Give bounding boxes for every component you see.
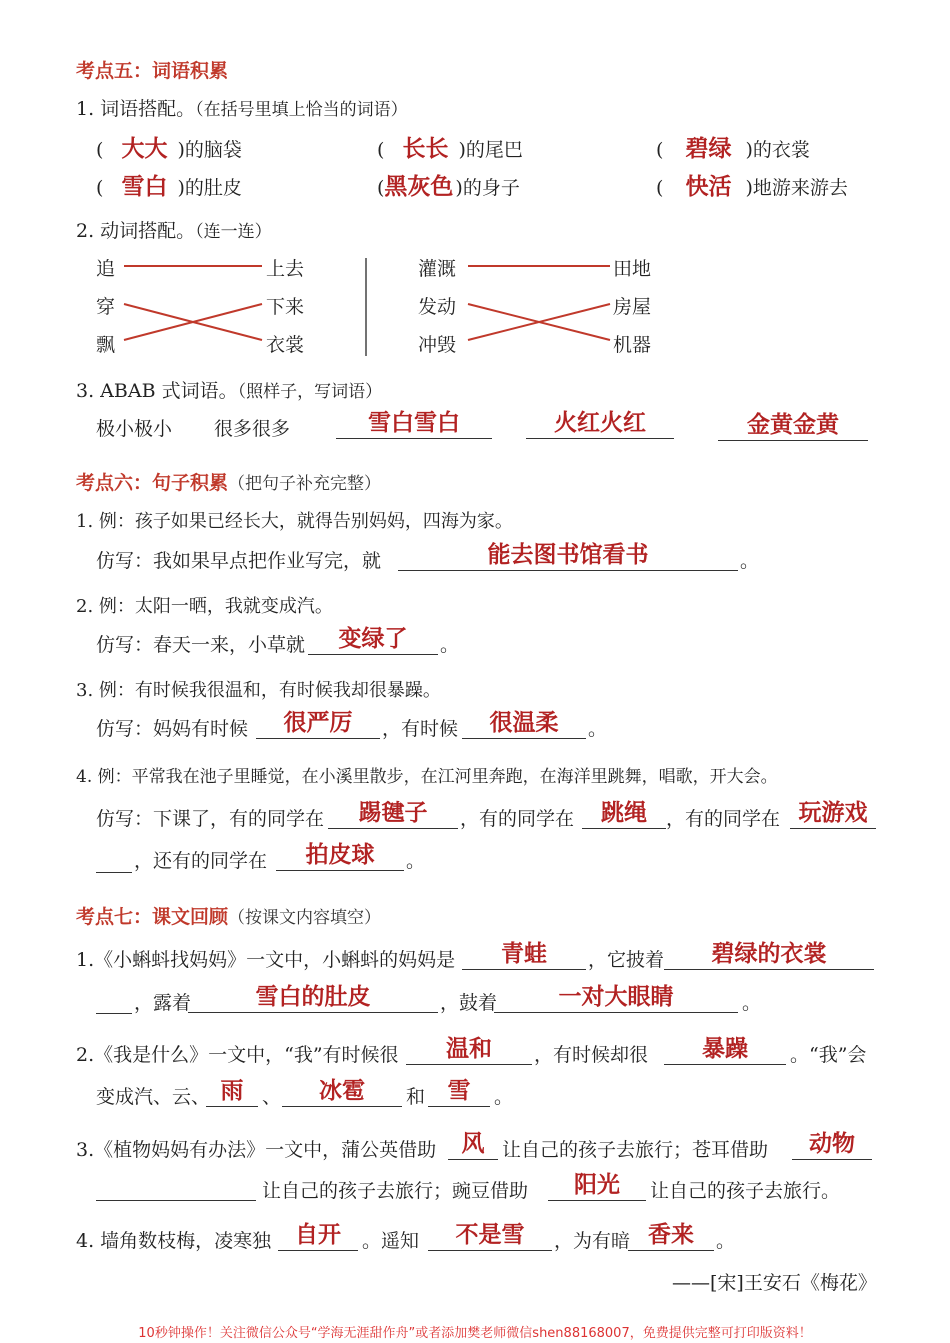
match-text: 的脑袋 (184, 139, 242, 161)
example-sentence: 1. 例：孩子如果已经长大，就得告别妈妈，四海为家。 (76, 511, 513, 532)
fill-text: 让自己的孩子去旅行；苍耳借助 (502, 1139, 769, 1161)
answer: 风 (461, 1131, 485, 1157)
punctuation: 。 (588, 718, 608, 740)
match-item: (黑灰色 )的身子 (377, 174, 520, 200)
fill-text: ，为有暗 (554, 1230, 631, 1252)
object-right: 房屋 (613, 296, 652, 318)
answer: 自开 (295, 1222, 341, 1248)
answer-blank (96, 1170, 256, 1201)
answer: 大大 (121, 136, 168, 162)
answer-blank (278, 1220, 358, 1251)
match-text: 的尾巴 (465, 139, 523, 161)
answer-blank (328, 798, 458, 829)
match-text: 的身子 (462, 177, 520, 199)
answer: 雪白的肚皮 (255, 984, 371, 1010)
q3-label: 3. ABAB 式词语。 (76, 380, 238, 402)
match-text: 地游来游去 (752, 177, 848, 199)
punctuation: 。 (742, 992, 762, 1014)
sentence-text: ，有的同学在 (666, 808, 781, 830)
answer: 碧绿 (685, 136, 732, 162)
verb-left: 冲毁 (418, 334, 457, 356)
fill-text: ，它披着 (588, 949, 665, 971)
abab-example: 很多很多 (214, 418, 291, 440)
answer: 雪白 (121, 174, 168, 200)
fill-text: 。“我”会 (790, 1044, 867, 1066)
fill-text: 4. 墙角数枝梅，凌寒独 (76, 1230, 272, 1252)
fill-text: 让自己的孩子去旅行；豌豆借助 (262, 1180, 529, 1202)
object-right: 下来 (266, 296, 305, 318)
answer-blank (336, 408, 492, 439)
match-item: ( 大大 )的脑袋 (96, 136, 242, 162)
match-text: 的肚皮 (184, 177, 242, 199)
answer: 玩游戏 (798, 800, 868, 826)
object-right: 田地 (613, 258, 652, 280)
q3-heading (76, 376, 382, 403)
fill-text: ，有时候却很 (534, 1044, 649, 1066)
answer: 变绿了 (338, 626, 408, 652)
answer-blank (548, 1170, 646, 1201)
answer-blank (406, 1034, 532, 1065)
match-item: ( 快活 )地游来游去 (656, 174, 848, 200)
answer-blank (188, 982, 438, 1013)
punctuation: 、 (262, 1086, 282, 1108)
section6-note: （把句子补充完整） (228, 474, 382, 494)
q2-note: （连一连） (195, 222, 272, 242)
sentence-text: ，有的同学在 (460, 808, 575, 830)
answer-blank (96, 842, 132, 873)
sentence-text: ，还有的同学在 (134, 850, 268, 872)
object-right: 机器 (613, 334, 652, 356)
answer-blank (526, 408, 674, 439)
imitation-prompt: 仿写：我如果早点把作业写完，就 (96, 550, 382, 572)
answer: 能去图书馆看书 (487, 542, 649, 568)
answer: 青蛙 (501, 941, 547, 967)
verb-left: 穿 (96, 296, 116, 318)
object-right: 上去 (266, 258, 305, 280)
answer-blank (308, 624, 438, 655)
answer-blank (448, 1129, 498, 1160)
fill-text: ，露着 (134, 992, 192, 1014)
abab-example: 极小极小 (96, 418, 173, 440)
answer-blank (398, 540, 738, 571)
answer: 动物 (809, 1131, 855, 1157)
fill-text: 变成汽、云、 (96, 1086, 211, 1108)
q1-note: （在括号里填上恰当的词语） (195, 100, 408, 120)
poem-source: ——[宋]王安石《梅花》 (672, 1272, 877, 1294)
verb-left: 发动 (418, 296, 457, 318)
section7-title (76, 902, 381, 929)
answer: 阳光 (574, 1172, 620, 1198)
answer: 黑灰色 (384, 174, 454, 200)
answer: 不是雪 (455, 1222, 525, 1248)
fill-text: 1.《小蝌蚪找妈妈》一文中，小蝌蚪的妈妈是 (76, 949, 456, 971)
example-sentence: 3. 例：有时候我很温和，有时候我却很暴躁。 (76, 680, 441, 701)
answer: 火红火红 (554, 410, 646, 436)
answer: 暴躁 (702, 1036, 748, 1062)
section7-note: （按课文内容填空） (228, 908, 382, 928)
verb-left: 追 (96, 258, 116, 280)
answer-blank (792, 1129, 872, 1160)
verb-left: 飘 (96, 334, 116, 356)
answer: 香来 (648, 1222, 694, 1248)
section5-title: 考点五：词语积累 (76, 60, 229, 82)
punctuation: 。 (740, 550, 760, 572)
answer-blank (628, 1220, 714, 1251)
answer: 踢毽子 (358, 800, 428, 826)
q2-label: 2. 动词搭配。 (76, 220, 196, 242)
punctuation: 。 (440, 634, 460, 656)
answer-blank (664, 939, 874, 970)
punctuation: 。 (716, 1230, 736, 1252)
object-right: 衣裳 (266, 334, 305, 356)
answer-blank (282, 1076, 402, 1107)
answer: 雨 (220, 1078, 244, 1104)
answer: 跳绳 (601, 800, 647, 826)
verb-left: 灌溉 (418, 258, 457, 280)
fill-text: 让自己的孩子去旅行。 (650, 1180, 841, 1202)
answer: 雪白雪白 (368, 410, 460, 436)
match-item: ( 雪白 )的肚皮 (96, 174, 242, 200)
answer-blank (96, 983, 132, 1014)
fill-text: 。遥知 (362, 1230, 420, 1252)
q3-note: （照样子，写词语） (237, 382, 383, 402)
punctuation: 。 (494, 1086, 514, 1108)
match-item: ( 碧绿 )的衣裳 (656, 136, 810, 162)
answer: 雪 (447, 1078, 471, 1104)
example-sentence: 4. 例：平常我在池子里睡觉，在小溪里散步，在江河里奔跑，在海洋里跳舞，唱歌，开大会。 (76, 767, 778, 787)
section6-title-text: 考点六：句子积累 (76, 472, 229, 494)
fill-text: 和 (406, 1086, 426, 1108)
answer-blank (494, 982, 738, 1013)
answer-blank (790, 798, 876, 829)
answer: 一对大眼睛 (558, 984, 674, 1010)
answer-blank (206, 1076, 258, 1107)
imitation-prompt: 仿写：妈妈有时候 (96, 718, 249, 740)
answer-blank (462, 939, 586, 970)
answer: 温和 (446, 1036, 492, 1062)
sentence-text: ，有时候 (382, 718, 459, 740)
match-item: ( 长长 )的尾巴 (377, 136, 523, 162)
answer: 碧绿的衣裳 (711, 941, 827, 967)
imitation-prompt: 仿写：下课了，有的同学在 (96, 808, 325, 830)
answer: 拍皮球 (305, 842, 375, 868)
answer: 长长 (402, 136, 449, 162)
answer-blank (582, 798, 666, 829)
section7-title-text: 考点七：课文回顾 (76, 906, 229, 928)
answer: 很温柔 (489, 710, 559, 736)
answer: 冰雹 (319, 1078, 365, 1104)
imitation-prompt: 仿写：春天一来，小草就 (96, 634, 306, 656)
answer-blank (664, 1034, 786, 1065)
answer: 快活 (685, 174, 732, 200)
answer-blank (718, 410, 868, 441)
answer-blank (428, 1076, 490, 1107)
fill-text: ，鼓着 (440, 992, 498, 1014)
answer: 很严厉 (283, 710, 353, 736)
punctuation: 。 (406, 850, 426, 872)
footer-banner: 10秒钟操作！关注微信公众号“学海无涯甜作舟”或者添加樊老师微信shen88168007，免费提供完整可打印版资料！ (138, 1326, 812, 1341)
answer-blank (276, 840, 404, 871)
example-sentence: 2. 例：太阳一晒，我就变成汽。 (76, 596, 333, 617)
answer-blank (428, 1220, 552, 1251)
section6-title (76, 468, 381, 495)
fill-text: 2.《我是什么》一文中，“我”有时候很 (76, 1044, 399, 1066)
q1-label: 1. 词语搭配。 (76, 98, 196, 120)
answer-blank (462, 708, 586, 739)
fill-text: 3.《植物妈妈有办法》一文中，蒲公英借助 (76, 1139, 437, 1161)
answer-blank (256, 708, 380, 739)
answer: 金黄金黄 (747, 412, 839, 438)
match-text: 的衣裳 (752, 139, 810, 161)
